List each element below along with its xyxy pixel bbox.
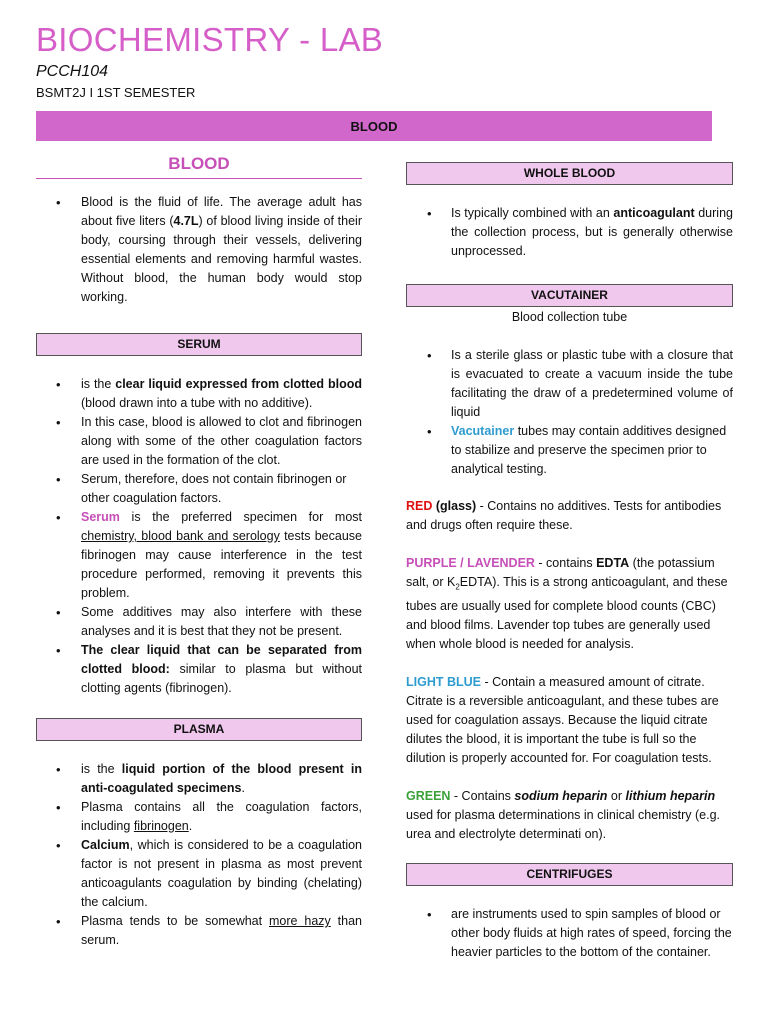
text: Vacutainer [451,424,515,438]
list-item [406,905,733,962]
text: liquid portion of the blood present in anti-coagulated specimens [81,762,363,795]
course-code: PCCH104 [36,63,109,80]
text: The clear liquid that can be separated from clotted blood: [81,643,362,676]
text: (glass) [432,499,477,513]
text: fibrinogen [133,819,189,833]
text: lithium heparin [625,788,716,803]
list-item [36,193,362,307]
centrifuges-heading: CENTRIFUGES [406,863,733,886]
text: anticoagulant [613,206,695,220]
text: In this case, blood is allowed to clot and fibrinogen along with some of the other coagulation factors are used in the formation of the clot. [81,415,362,467]
text: during the collection process, but is generally otherwise unprocessed. [451,206,733,258]
document-header [36,20,383,102]
list-item [406,346,733,422]
section-banner: BLOOD [36,111,712,141]
text: used for plasma determinations in clinical chemistry (e.g. urea and electrolyte determinati on). [406,807,721,841]
vacutainer-list [406,346,733,479]
green-tube-paragraph [406,787,733,844]
document-title: BIOCHEMISTRY - LAB [36,21,384,58]
text: or [607,788,626,803]
text: EDTA). This is a strong anticoagulant, and these tubes are usually used for complete blood counts (CBC) and blood films. Lavender top tubes are generally used when whole blood is needed for analysis. [406,575,728,651]
list-item [36,413,362,470]
text: is the [81,377,116,391]
light-blue-tube-paragraph [406,673,733,768]
blood-heading: BLOOD [36,152,362,179]
vacutainer-caption: Blood collection tube [511,310,628,324]
list-item [36,508,362,603]
left-column [36,152,362,950]
purple-tube-paragraph [406,554,733,654]
list-item [36,603,362,641]
text: are instruments used to spin samples of blood or other body fluids at high rates of speed, forcing the heavier particles to the bottom of the container. [451,906,732,959]
right-column [406,162,733,962]
text: . [241,781,245,795]
red-tube-paragraph [406,497,733,535]
plasma-list [36,760,362,950]
whole-blood-heading: WHOLE BLOOD [406,162,733,185]
text: 2 [455,582,460,592]
text: (blood drawn into a tube with no additive). [81,396,313,410]
text: . [188,819,193,833]
list-item [36,798,362,836]
text: , which is considered to be a coagulation factor is not present in plasma as most prevent anticoagulants coagulation by binding (chelating) the calcium. [81,838,362,909]
text: is the [81,762,122,776]
text: Serum [81,510,120,524]
text: Is typically combined with an [451,206,614,220]
text: Some additives may also interfere with these analyses and it is best that they not be present. [81,605,362,638]
text: GREEN [406,788,451,803]
text: tubes may contain additives designed to stabilize and preserve the specimen prior to analytical testing. [451,424,727,476]
text: ) of blood living inside of their body, coursing through their vessels, delivering essential elements and removing harmful wastes. Without blood, the human body would stop working. [81,214,362,304]
text: EDTA [596,556,630,570]
list-item [36,641,362,698]
list-item [36,375,362,413]
text: clear liquid expressed from clotted blood [115,377,362,391]
text: similar to plasma but without clotting agents (fibrinogen). [81,662,362,695]
text: is the preferred specimen for most [119,510,362,524]
text: RED [406,499,433,513]
list-item [36,760,362,798]
text: tests because fibrinogen may cause interference in the test procedure performed, removing it prevents this problem. [81,529,362,600]
text: Calcium [81,838,130,852]
text: LIGHT BLUE [406,674,481,689]
list-item [406,422,733,479]
text: Plasma tends to be somewhat [81,914,269,928]
plasma-heading: PLASMA [36,718,362,741]
whole-blood-list [406,204,733,261]
serum-heading: SERUM [36,333,362,356]
text: 4.7L [173,214,199,228]
blood-list [36,193,362,307]
text: - Contains no additives. Tests for antibodies and drugs often require these. [406,499,722,532]
list-item [36,836,362,912]
text: - Contains [450,788,515,803]
text: (the potassium salt, or K [406,556,715,589]
vacutainer-heading: VACUTAINER [406,284,733,307]
list-item [36,470,362,508]
text: than serum. [81,914,362,947]
course-subtitle: BSMT2J I 1ST SEMESTER [36,85,196,100]
text: sodium heparin [514,788,608,803]
list-item [406,204,733,261]
serum-list [36,375,362,698]
list-item [36,912,362,950]
text: - Contain a measured amount of citrate. Citrate is a reversible anticoagulant, and these tubes are used for coagulation assays. Because the liquid citrate dilutes the blood, it is important the tube is full so the dilution is properly accounted for. For coagulation tests. [406,674,719,765]
centrifuges-list [406,905,733,962]
text: Plasma contains all the coagulation factors, including [81,800,362,833]
text: PURPLE / LAVENDER [406,556,535,570]
text: Serum, therefore, does not contain fibrinogen or other coagulation factors. [81,472,347,505]
text: Blood is the fluid of life. The average adult has about five liters ( [81,195,362,228]
text: more hazy [269,914,331,928]
text: chemistry, blood bank and serology [81,529,280,543]
text: Is a sterile glass or plastic tube with a closure that is evacuated to create a vacuum inside the tube facilitating the draw of a predetermined volume of liquid [451,348,733,419]
text: - contains [534,556,597,570]
